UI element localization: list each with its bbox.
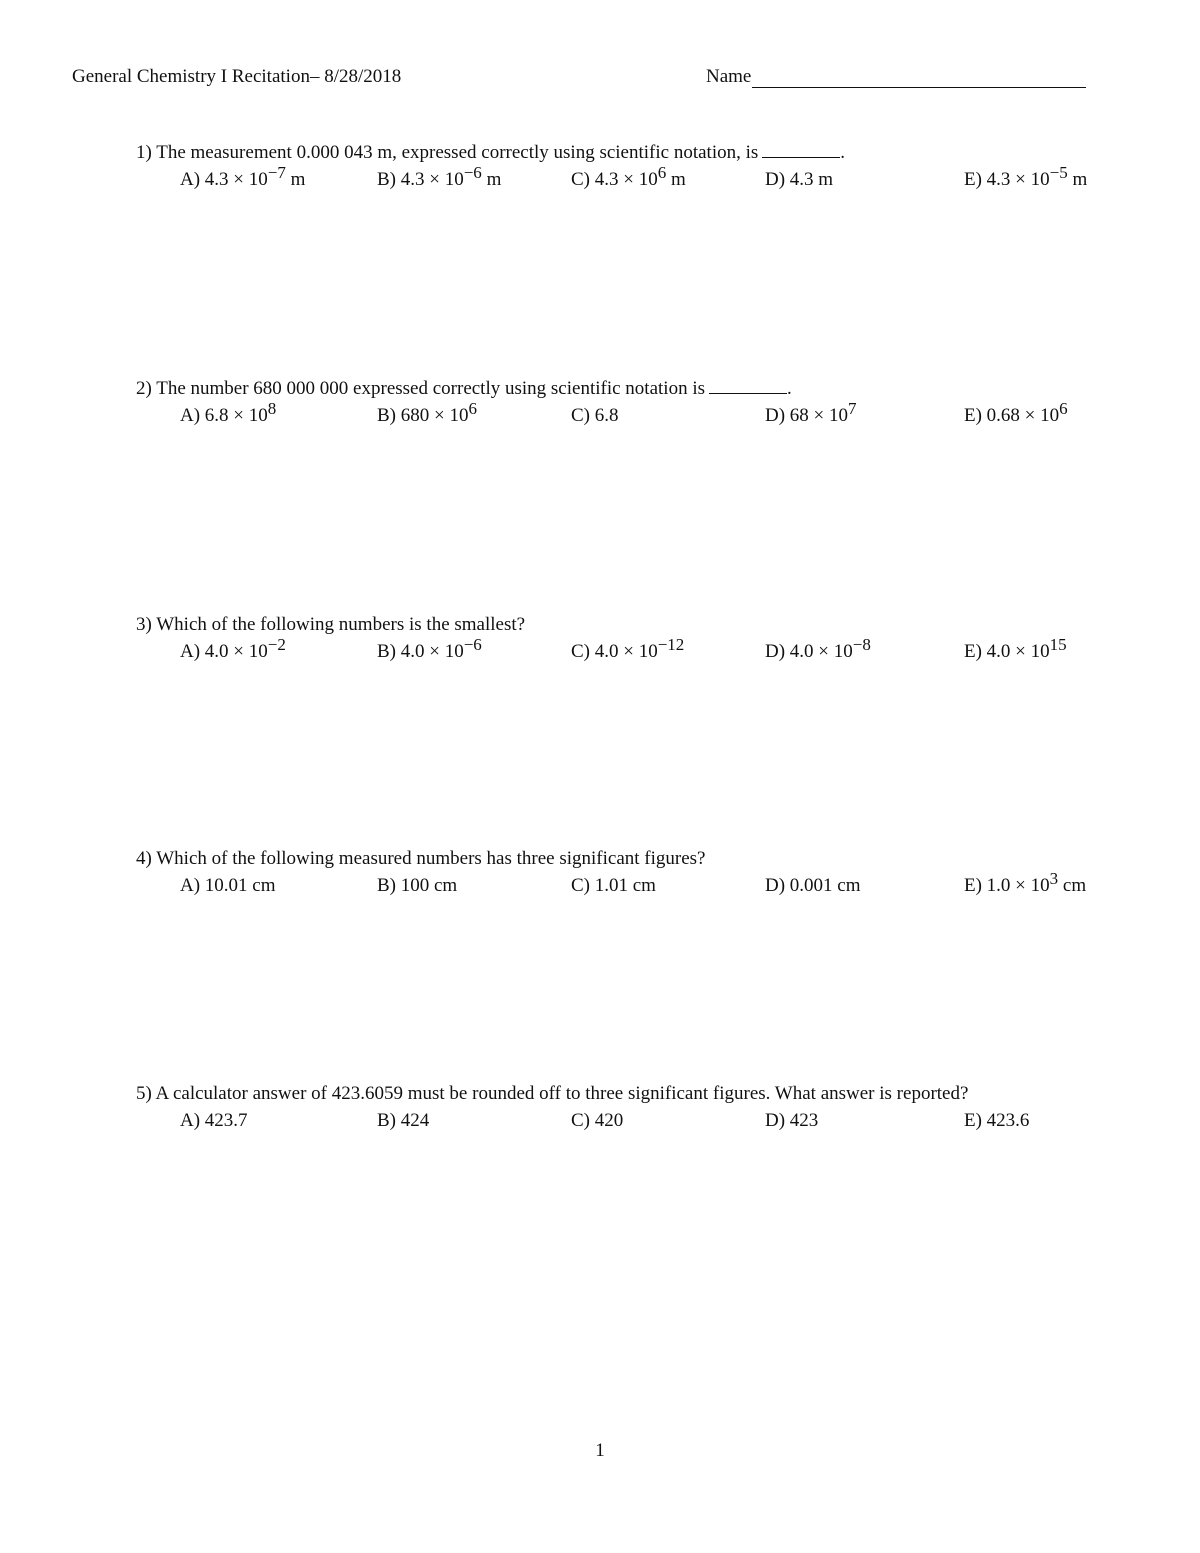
choice-exponent: 6 bbox=[468, 399, 477, 418]
choice-a[interactable] bbox=[180, 163, 306, 191]
choice-exponent: 3 bbox=[1049, 869, 1059, 888]
choice-e[interactable] bbox=[964, 869, 1087, 897]
name-label: Name bbox=[706, 66, 752, 87]
choice-list bbox=[136, 635, 1116, 669]
name-field-group bbox=[706, 66, 1086, 88]
choice-exponent: 15 bbox=[1049, 635, 1067, 654]
choice-text: A) 6.8 × 10 bbox=[180, 405, 268, 426]
choice-exponent: −5 bbox=[1049, 163, 1068, 182]
choice-text: C) 420 bbox=[571, 1110, 624, 1131]
choice-list bbox=[136, 1108, 1116, 1138]
choice-c[interactable] bbox=[571, 163, 686, 191]
choice-text: E) 423.6 bbox=[964, 1110, 1030, 1131]
choice-c[interactable] bbox=[571, 405, 619, 427]
choice-a[interactable] bbox=[180, 875, 276, 897]
choice-e[interactable] bbox=[964, 1110, 1029, 1132]
choice-d[interactable] bbox=[765, 875, 861, 897]
worksheet-title: General Chemistry I Recitation– 8/28/2018 bbox=[72, 66, 402, 87]
choice-text: C) 4.3 × 10 bbox=[571, 169, 658, 190]
choice-a[interactable] bbox=[180, 399, 277, 427]
choice-unit: m bbox=[666, 169, 686, 190]
question-stem bbox=[136, 377, 1116, 401]
choice-e[interactable] bbox=[964, 399, 1068, 427]
choice-text: B) 100 cm bbox=[377, 875, 458, 896]
choice-exponent: −6 bbox=[463, 635, 482, 654]
question-stem bbox=[136, 847, 1116, 871]
choice-exponent: −12 bbox=[657, 635, 685, 654]
question-suffix: . bbox=[787, 378, 792, 399]
choice-unit: m bbox=[481, 169, 502, 190]
choice-text: C) 4.0 × 10 bbox=[571, 641, 658, 662]
question-text: 5) A calculator answer of 423.6059 must be rounded off to three significant figures. What answer is reported? bbox=[136, 1083, 969, 1104]
question-2 bbox=[136, 377, 1116, 433]
choice-a[interactable] bbox=[180, 635, 286, 663]
choice-text: C) 6.8 bbox=[571, 405, 619, 426]
question-text: 3) Which of the following numbers is the smallest? bbox=[136, 614, 526, 635]
choice-text: E) 4.0 × 10 bbox=[964, 641, 1050, 662]
question-stem bbox=[136, 141, 1116, 165]
question-stem bbox=[136, 1082, 1116, 1106]
choice-text: E) 1.0 × 10 bbox=[964, 875, 1050, 896]
choice-exponent: 7 bbox=[848, 399, 857, 418]
question-text: 2) The number 680 000 000 expressed correctly using scientific notation is bbox=[136, 378, 705, 399]
choice-exponent: −2 bbox=[267, 635, 286, 654]
page-number: 1 bbox=[595, 1440, 605, 1461]
choice-b[interactable] bbox=[377, 399, 477, 427]
choice-exponent: −6 bbox=[463, 163, 482, 182]
choice-text: B) 680 × 10 bbox=[377, 405, 469, 426]
choice-c[interactable] bbox=[571, 875, 656, 897]
question-text: 1) The measurement 0.000 043 m, expressed correctly using scientific notation, is bbox=[136, 142, 759, 163]
choice-list bbox=[136, 163, 1116, 197]
choice-exponent: −7 bbox=[267, 163, 286, 182]
choice-d[interactable] bbox=[765, 399, 857, 427]
choice-exponent: 6 bbox=[1059, 399, 1068, 418]
choice-unit: m bbox=[285, 169, 306, 190]
choice-e[interactable] bbox=[964, 635, 1067, 663]
choice-a[interactable] bbox=[180, 1110, 248, 1132]
choice-d[interactable] bbox=[765, 635, 871, 663]
choice-text: A) 10.01 cm bbox=[180, 875, 276, 896]
choice-text: A) 4.3 × 10 bbox=[180, 169, 268, 190]
choice-c[interactable] bbox=[571, 1110, 623, 1132]
choice-exponent: 8 bbox=[267, 399, 277, 418]
question-stem bbox=[136, 613, 1116, 637]
answer-blank bbox=[762, 143, 840, 158]
choice-text: B) 4.3 × 10 bbox=[377, 169, 464, 190]
choice-b[interactable] bbox=[377, 875, 457, 897]
question-4 bbox=[136, 847, 1116, 903]
choice-unit: cm bbox=[1058, 875, 1087, 896]
question-suffix: . bbox=[840, 142, 846, 163]
choice-text: A) 423.7 bbox=[180, 1110, 248, 1131]
choice-d[interactable] bbox=[765, 169, 833, 191]
choice-c[interactable] bbox=[571, 635, 685, 663]
choice-text: E) 0.68 × 10 bbox=[964, 405, 1060, 426]
question-5 bbox=[136, 1082, 1116, 1138]
choice-unit: m bbox=[1067, 169, 1088, 190]
choice-b[interactable] bbox=[377, 1110, 429, 1132]
choice-text: B) 4.0 × 10 bbox=[377, 641, 464, 662]
question-3 bbox=[136, 613, 1116, 669]
choice-text: D) 4.3 m bbox=[765, 169, 834, 190]
name-blank-line[interactable] bbox=[752, 68, 1086, 88]
choice-text: A) 4.0 × 10 bbox=[180, 641, 268, 662]
choice-b[interactable] bbox=[377, 163, 502, 191]
choice-b[interactable] bbox=[377, 635, 482, 663]
choice-text: B) 424 bbox=[377, 1110, 430, 1131]
choice-list bbox=[136, 869, 1116, 903]
choice-d[interactable] bbox=[765, 1110, 818, 1132]
choice-list bbox=[136, 399, 1116, 433]
choice-text: D) 68 × 10 bbox=[765, 405, 849, 426]
choice-e[interactable] bbox=[964, 163, 1088, 191]
choice-text: D) 4.0 × 10 bbox=[765, 641, 853, 662]
choice-exponent: 6 bbox=[657, 163, 667, 182]
choice-text: E) 4.3 × 10 bbox=[964, 169, 1050, 190]
choice-text: D) 0.001 cm bbox=[765, 875, 861, 896]
question-1 bbox=[136, 141, 1116, 197]
choice-text: D) 423 bbox=[765, 1110, 819, 1131]
answer-blank bbox=[709, 379, 787, 394]
question-text: 4) Which of the following measured numbers has three significant figures? bbox=[136, 848, 706, 869]
choice-text: C) 1.01 cm bbox=[571, 875, 656, 896]
choice-exponent: −8 bbox=[852, 635, 871, 654]
